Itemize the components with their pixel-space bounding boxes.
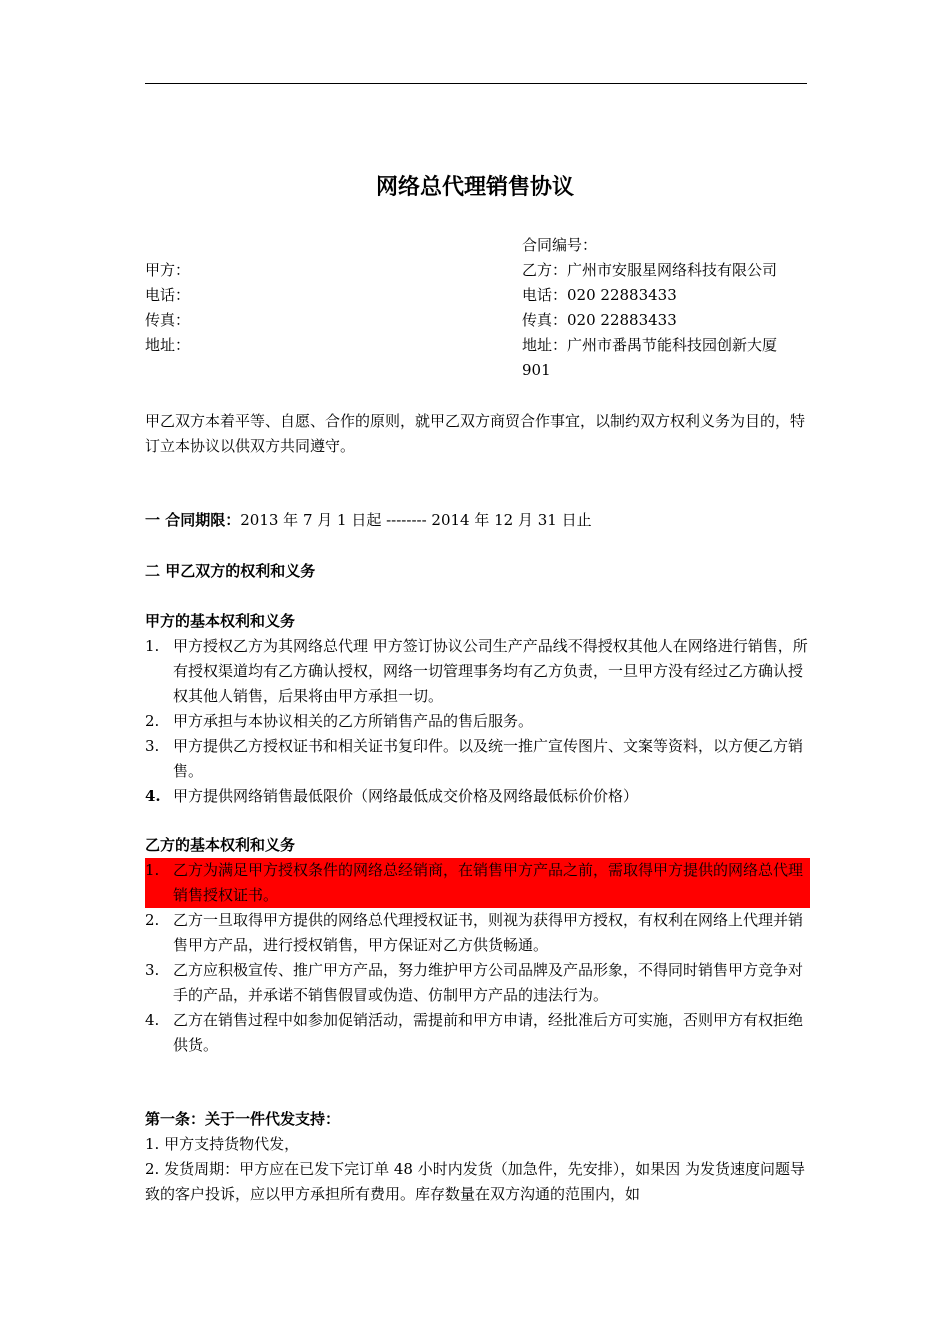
list-item xyxy=(145,709,810,734)
party-b-duties-list xyxy=(145,858,810,1058)
list-item xyxy=(145,634,810,709)
list-item-number: 2. xyxy=(145,712,160,730)
party-b-duties-heading: 乙方的基本权利和义务 xyxy=(145,836,296,854)
party-b-address-cont: 901 xyxy=(522,361,551,379)
list-item-number: 3. xyxy=(145,961,160,979)
list-item-number: 3. xyxy=(145,737,160,755)
document-title: 网络总代理销售协议 xyxy=(375,175,574,200)
party-a-address-label: 地址： xyxy=(145,336,191,354)
list-item-text: 乙方在销售过程中如参加促销活动，需提前和甲方申请，经批准后方可实施，否则甲方有权拒绝供货。 xyxy=(173,1011,804,1054)
list-item-highlighted xyxy=(145,858,810,908)
list-item-number: 1. xyxy=(145,637,160,655)
party-a-phone-label: 电话： xyxy=(145,286,191,304)
party-a-fax-label: 传真： xyxy=(145,311,191,329)
list-item-text: 甲方提供网络销售最低限价（网络最低成交价格及网络最低标价价格） xyxy=(173,787,639,805)
party-b-phone: 电话：020 22883433 xyxy=(522,286,677,304)
list-item-text: 乙方应积极宣传、推广甲方产品，努力维护甲方公司品牌及产品形象，不得同时销售甲方竞争对手的产品，并承诺不销售假冒或伪造、仿制甲方产品的违法行为。 xyxy=(173,961,804,1004)
section-term-heading: 一 合同期限： xyxy=(145,511,241,529)
article-1-line-1: 1. 甲方支持货物代发， xyxy=(145,1135,300,1153)
section-term xyxy=(145,508,810,533)
list-item-number: 2. xyxy=(145,911,160,929)
list-item xyxy=(145,1008,810,1058)
party-b-fax: 传真：020 22883433 xyxy=(522,311,677,329)
list-item-text: 甲方提供乙方授权证书和相关证书复印件。以及统一推广宣传图片、文案等资料，以方便乙方销售。 xyxy=(173,737,804,780)
list-item xyxy=(145,958,810,1008)
party-b-name: 乙方：广州市安服星网络科技有限公司 xyxy=(522,261,778,279)
list-item-number: 4. xyxy=(145,787,161,805)
header-rule xyxy=(145,83,807,84)
list-item-number: 1. xyxy=(145,861,160,879)
list-item-text: 甲方承担与本协议相关的乙方所销售产品的售后服务。 xyxy=(173,712,534,730)
intro-paragraph: 甲乙双方本着平等、自愿、合作的原则，就甲乙双方商贸合作事宜，以制约双方权利义务为目的，特订立本协议以供双方共同遵守。 xyxy=(145,412,806,455)
list-item-number: 4. xyxy=(145,1011,160,1029)
list-item-text: 甲方授权乙方为其网络总代理 甲方签订协议公司生产产品线不得授权其他人在网络进行销售，所有授权渠道均有乙方确认授权，网络一切管理事务均有乙方负责，一旦甲方没有经过乙方确认授权其他人销售，后果将由甲方承担一切。 xyxy=(173,637,808,705)
section-term-text: 2013 年 7 月 1 日起 -------- 2014 年 12 月 31 日止 xyxy=(240,511,592,529)
party-a-label: 甲方： xyxy=(145,261,191,279)
party-a-duties-list xyxy=(145,634,810,809)
list-item-text: 乙方一旦取得甲方提供的网络总代理授权证书，则视为获得甲方授权，有权利在网络上代理并销售甲方产品，进行授权销售，甲方保证对乙方供货畅通。 xyxy=(173,911,804,954)
list-item xyxy=(145,734,810,784)
list-item xyxy=(145,908,810,958)
party-b-block xyxy=(522,233,822,383)
list-item xyxy=(145,784,810,809)
list-item-text: 乙方为满足甲方授权条件的网络总经销商，在销售甲方产品之前，需取得甲方提供的网络总代理销售授权证书。 xyxy=(173,861,804,904)
party-a-block xyxy=(145,258,190,358)
section-rights-heading: 二 甲乙双方的权利和义务 xyxy=(145,562,316,580)
party-b-address: 地址：广州市番禺节能科技园创新大厦 xyxy=(522,336,778,354)
party-a-duties-heading: 甲方的基本权利和义务 xyxy=(145,612,296,630)
contract-number-label: 合同编号： xyxy=(522,236,598,254)
article-1-line-2: 2. 发货周期：甲方应在已发下完订单 48 小时内发货（加急件，先安排），如果因 为发货速度问题导致的客户投诉，应以甲方承担所有费用。库存数量在双方沟通的范围内，如 xyxy=(145,1160,805,1203)
article-1-heading: 第一条：关于一件代发支持： xyxy=(145,1110,341,1128)
